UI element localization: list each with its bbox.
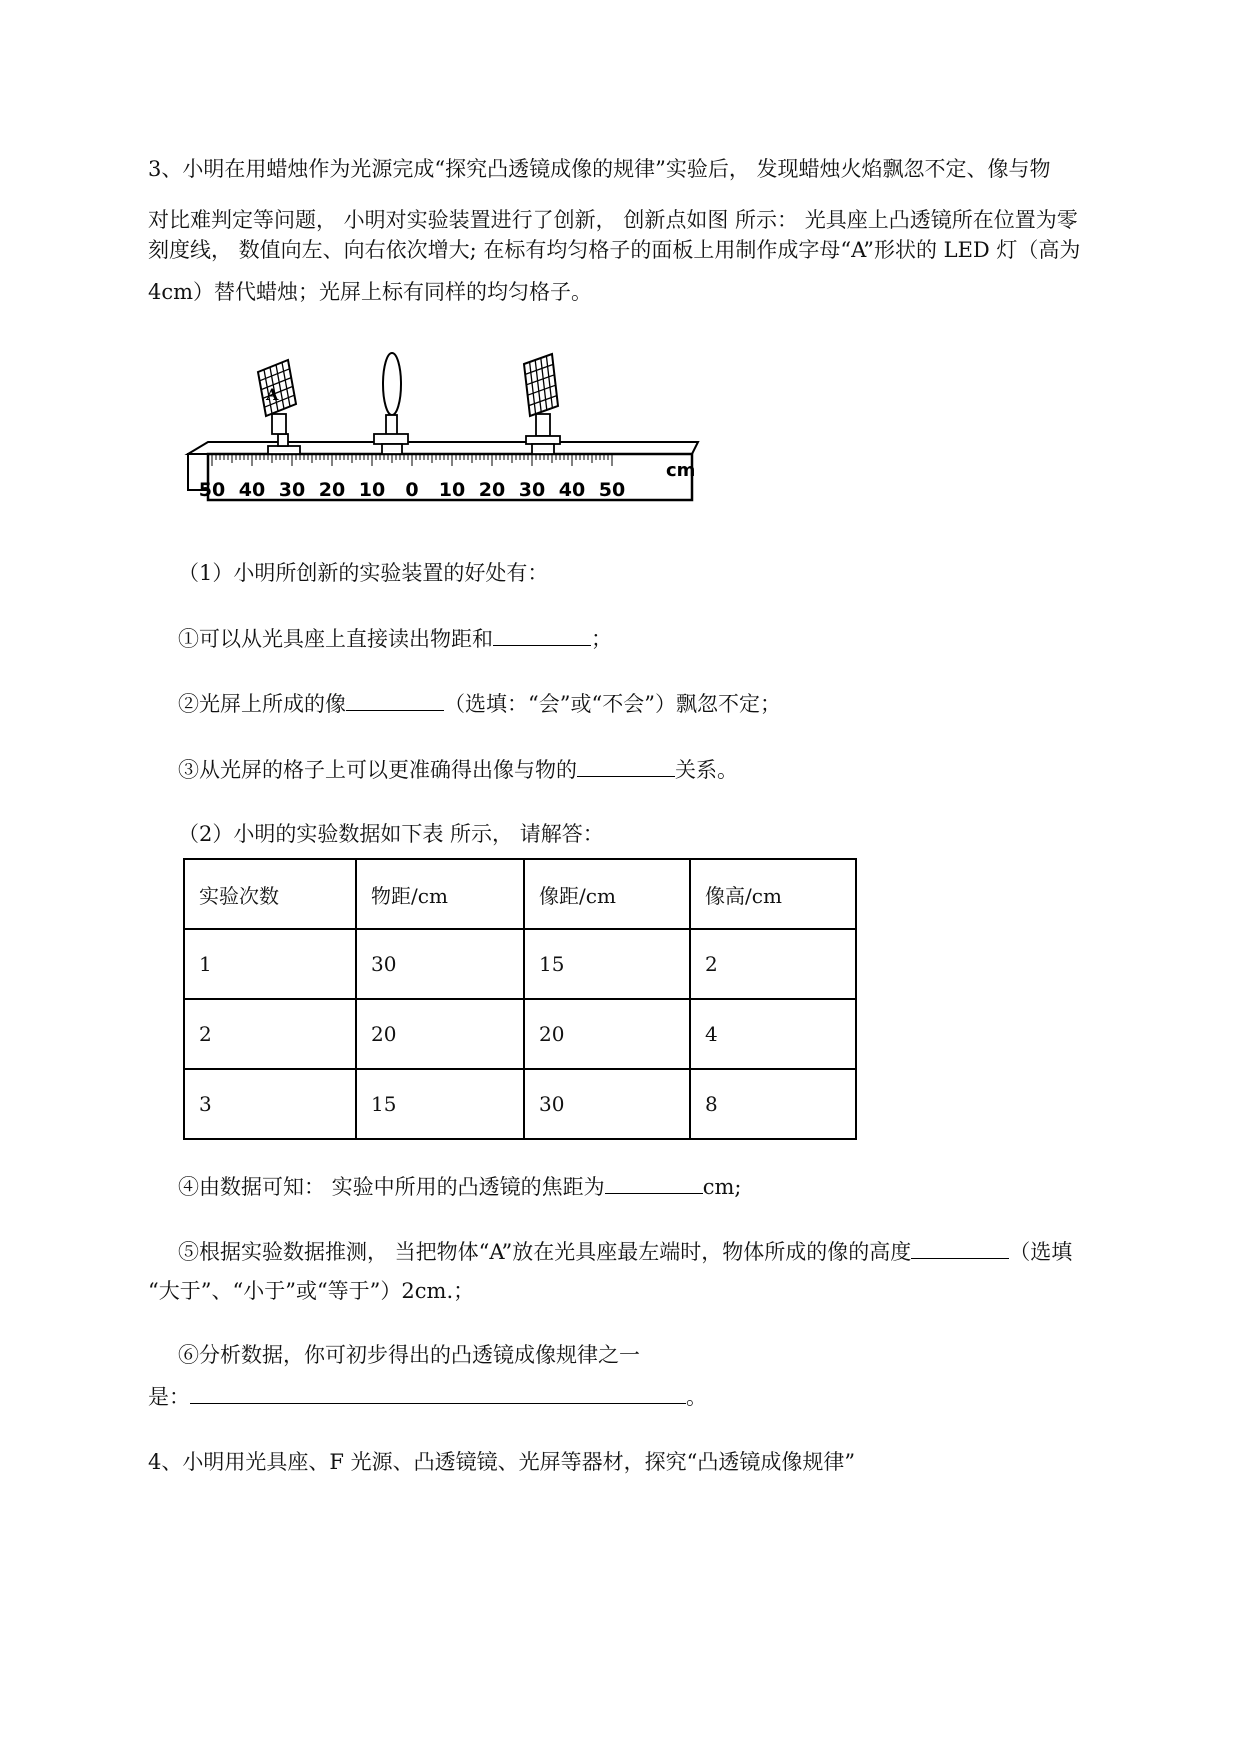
table-cell: 30 [524, 1069, 690, 1139]
ruler-tick-label: 40 [558, 479, 586, 501]
table-header-cell: 像高/cm [690, 859, 856, 929]
table-cell: 20 [356, 999, 524, 1069]
part2-item6-label: 是： [148, 1385, 190, 1409]
ruler-tick-label: 30 [518, 479, 546, 501]
table-cell: 3 [184, 1069, 356, 1139]
object-grid-board [258, 360, 300, 454]
convex-lens [374, 353, 408, 454]
answer-blank-5[interactable] [911, 1236, 1009, 1259]
ruler-tick-label: 10 [358, 479, 386, 501]
ruler-tick-labels [199, 479, 625, 501]
part1-item3-text: ③从光屏的格子上可以更准确得出像与物的 [178, 758, 577, 782]
part2-item5-text: ⑤根据实验数据推测， 当把物体“A”放在光具座最左端时，物体所成的像的高度 [178, 1240, 912, 1264]
table-cell: 15 [356, 1069, 524, 1139]
answer-blank-4[interactable] [605, 1171, 703, 1194]
q3-intro-line-1: 3、小明在用蜡烛作为光源完成“探究凸透镜成像的规律”实验后， 发现蜡烛火焰飘忽不定、像与物 [148, 157, 1051, 181]
table-row [184, 929, 856, 999]
ruler-tick-label: 50 [598, 479, 626, 501]
part1-item1-text: ①可以从光具座上直接读出物距和 [178, 627, 493, 651]
part1-item1 [178, 623, 612, 654]
table-cell: 20 [524, 999, 690, 1069]
table-cell: 4 [690, 999, 856, 1069]
optical-bench-figure [180, 350, 720, 520]
table-header-cell: 像距/cm [524, 859, 690, 929]
object-letter-a: A [266, 385, 279, 404]
ruler-tick-label: 50 [198, 479, 226, 501]
ruler-tick-label: 0 [405, 479, 419, 501]
part2-item5-options: “大于”、“小于”或“等于”）2cm.； [148, 1279, 475, 1303]
table-cell: 8 [690, 1069, 856, 1139]
part2-item4 [178, 1171, 741, 1202]
data-table [183, 858, 857, 1140]
screen-grid-board [524, 354, 560, 454]
part2-item5-end: （选填 [1009, 1240, 1073, 1264]
part1-item2-text: ②光屏上所成的像 [178, 692, 346, 716]
table-header-cell: 物距/cm [356, 859, 524, 929]
table-row [184, 999, 856, 1069]
part2-item6: ⑥分析数据，你可初步得出的凸透镜成像规律之一 [178, 1343, 640, 1367]
q3-intro-line-2: 对比难判定等问题， 小明对实验装置进行了创新， 创新点如图 所示： 光具座上凸透镜所在位置为零 [148, 208, 1078, 232]
answer-blank-6[interactable] [190, 1381, 686, 1404]
part2-item6-answer-line [148, 1381, 707, 1412]
answer-blank-2[interactable] [346, 688, 444, 711]
part1-item2 [178, 688, 781, 719]
table-cell: 30 [356, 929, 524, 999]
part2-item4-end: cm; [702, 1175, 742, 1199]
part2-item4-text: ④由数据可知： 实验中所用的凸透镜的焦距为 [178, 1175, 605, 1199]
table-cell: 2 [690, 929, 856, 999]
part1-item3 [178, 754, 738, 785]
answer-blank-3[interactable] [577, 754, 675, 777]
part2-item6-end: 。 [686, 1385, 707, 1409]
table-cell: 2 [184, 999, 356, 1069]
table-header-row [184, 859, 856, 929]
ruler-tick-label: 20 [318, 479, 346, 501]
ruler-tick-label: 20 [478, 479, 506, 501]
ruler-tick-label: 30 [278, 479, 306, 501]
q4-intro: 4、小明用光具座、F 光源、凸透镜镜、光屏等器材，探究“凸透镜成像规律” [148, 1450, 856, 1474]
part2-title: （2）小明的实验数据如下表 所示， 请解答： [178, 822, 604, 846]
part1-title: （1）小明所创新的实验装置的好处有： [178, 561, 549, 585]
ruler-tick-label: 40 [238, 479, 266, 501]
ruler-tick-label: 10 [438, 479, 466, 501]
table-row [184, 1069, 856, 1139]
part2-item5 [178, 1236, 1072, 1267]
table-cell: 15 [524, 929, 690, 999]
q3-intro-line-4: 4cm）替代蜡烛；光屏上标有同样的均匀格子。 [148, 280, 593, 304]
table-header-cell: 实验次数 [184, 859, 356, 929]
part1-item2-end: （选填：“会”或“不会”）飘忽不定； [444, 692, 781, 716]
answer-blank-1[interactable] [493, 623, 591, 646]
part1-item1-end: ； [591, 627, 612, 651]
ruler-unit-label: cm [666, 460, 696, 481]
table-cell: 1 [184, 929, 356, 999]
q3-intro-line-3: 刻度线， 数值向左、向右依次增大; 在标有均匀格子的面板上用制作成字母“A”形状的 LED 灯（高为 [148, 238, 1081, 262]
part1-item3-end: 关系。 [675, 758, 738, 782]
